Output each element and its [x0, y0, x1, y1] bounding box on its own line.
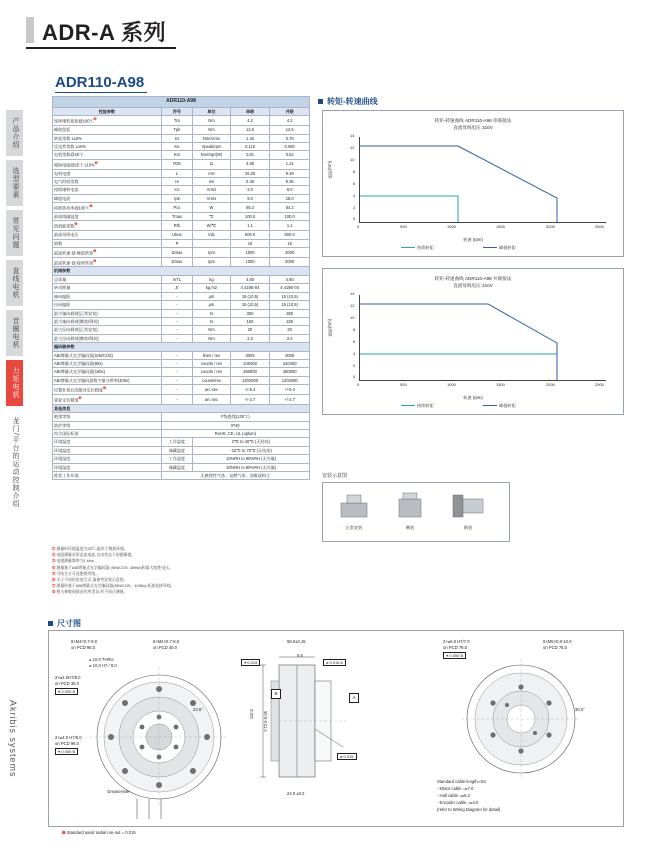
spec-section-header: 编码器参数	[53, 343, 310, 351]
table-row: 热机能常数$^➊$ Rth W/℃ 1.1 1.1	[53, 221, 310, 231]
sidebar-tabs	[6, 110, 23, 519]
dim-left-label-7: on PCD 35.0	[55, 681, 79, 686]
table-row: 轴向偏距 - μm 15 (10,5) 15 (10,5)	[53, 292, 310, 300]
footnote-item: ➇ 相关参数视情况有所差异,形不同计测值。	[52, 589, 128, 595]
page-header	[26, 14, 626, 48]
table-row: 峰值扭矩 Tpk Nm 12.6 12.6	[53, 126, 310, 134]
table-row: 相间电阻@25℃ ±10%$^➊$ R25 Ω 4.90 1.21	[53, 159, 310, 169]
table-row: 推荐工作环境 无腐蚀性气体、易燃气体、油雾或粉尘	[53, 471, 310, 479]
table-row: 绝缘等级 F级绝缘(130℃)	[53, 413, 310, 421]
spec-table-title: ADR110-A98	[53, 97, 310, 108]
chart1-legend-peak: 峰值转矩	[483, 245, 516, 251]
dim-right-label-0: 2×⌀5.0 H7/7.0	[443, 639, 470, 644]
table-row: 最高母线电压 Ubus Vdc 600.0 600.0	[53, 231, 310, 239]
spec-section-header: 机械参数	[53, 267, 310, 275]
table-row: 设置补偿后的绝对定位精度$^➊$ - arc sec +/-5.4 +/-5.4	[53, 385, 310, 395]
sidebar-item-1[interactable]: 选型要素	[6, 160, 23, 206]
dim-left-gdt-0: ⌖ 0.030 B	[55, 688, 78, 695]
dim-left-grease-hole: GreaseHole	[107, 789, 130, 794]
dim-datum-a: A	[349, 693, 359, 703]
square-bullet-icon-2	[48, 621, 53, 626]
sidebar-item-0[interactable]: 产品介绍	[6, 110, 23, 156]
dim-mid-label-9: 24.0 ±0.2	[287, 791, 305, 796]
table-row: 最大径向载荷(侧装/倒装) - Nm 2.2 2.2	[53, 334, 310, 342]
table-row: 环境温度 储藏温度 -15℃ to 70℃ (无结冰)	[53, 446, 310, 454]
dim-left-label-10: on PCD 96.0	[55, 741, 79, 746]
table-row: 连续堵转扭矩@100℃$^➊$ Tcs Nm 4.2 4.2	[53, 116, 310, 126]
chart1-title: 转矩-转速曲线 ADR110-A98 串联接法	[434, 118, 512, 123]
chart2-legend-continuous: 持续转矩	[401, 403, 434, 409]
cable-note-1: - Motor cable =⌀7.0	[437, 786, 474, 791]
table-row: 符合国际标准 RoHS, CE, UL (option)	[53, 429, 310, 437]
footnote-item: ➀ 测量时环境温度为25℃,取决于散热环境。	[52, 546, 128, 551]
dim-right-label-4: on PCD 78.0	[543, 645, 567, 650]
table-row: 防护等级 IP40	[53, 421, 310, 429]
table-row: 径向偏距 - μm 15 (10,5) 15 (10,5)	[53, 301, 310, 309]
chart2-plot-area: 14 12 10 8 6 4 2 0 0 500 1000 1500 2000 2500	[359, 295, 606, 381]
table-row: 持续堵转电流 Ics Arms 3.0 6.0	[53, 186, 310, 194]
dim-section-view-svg	[257, 651, 387, 801]
dim-mid-gdt-2: ⌀ 0.015	[337, 753, 357, 760]
cable-note-4: (refer to Wiring Diagram for detail)	[437, 807, 501, 812]
chart1-subtitle: 直流母线电压 310V	[453, 125, 493, 130]
table-row: 电机电感 L mH 26.26 6.49	[53, 169, 310, 177]
table-row: 最大径向载荷(正常安装) - Nm 20 20	[53, 326, 310, 334]
table-row: 环境湿度 储藏温度 10%RH to 90%RH (无冷凝)	[53, 463, 310, 471]
dim-left-gdt-1: ⌖ 0.050 B	[55, 748, 78, 755]
footnote-item: ➆ 测量时基于ABI增量式光学编码器(SIN/COS、4096x),标准连接导线。	[52, 583, 175, 589]
table-row: 最高线圈温度 Tmax ℃ 100.0 100.0	[53, 212, 310, 220]
chart2-svg	[360, 295, 606, 380]
dimension-footnote: ➊ Standard axial/ radial run-out = 0.015	[62, 830, 136, 835]
chart-parallel-connection	[322, 268, 624, 415]
dim-mid-label-4: 110.0	[249, 709, 254, 720]
dim-right-label-3: 6×M5×0.8-10.0	[543, 639, 572, 644]
dim-right-gdt: ⌖ 0.050 B	[443, 652, 466, 659]
chart1-ylabel: 转矩(Nm)	[327, 161, 332, 179]
brand-label: Akribis systems	[8, 700, 18, 778]
table-row: ABI增量式光学编码器(160x) - counts / rev 480800 480800	[53, 368, 310, 376]
table-row: 最高转速 @ 峰值转矩$^➊$ Ωmax rpm 1000 2000	[53, 247, 310, 257]
dim-left-angle: 23.5°	[193, 707, 203, 712]
chart2-legend-peak: 峰值转矩	[483, 403, 516, 409]
cable-note-0: Standard cable length=3m	[437, 779, 487, 784]
square-bullet-icon	[318, 99, 323, 104]
table-row: 反电势常数 ±10% Ke Vpeak/rpm 0.119 0.060	[53, 142, 310, 150]
table-row: ABI增量式光学编码器(80x) - counts / rev 240400 240400	[53, 359, 310, 367]
dim-mid-label-5: ⌀72.0-0.05	[263, 711, 268, 734]
chart1-xlabel: 转速 (rpm)	[463, 237, 483, 242]
footnote-item: ➁ 电阻测量采用直流电流,自由状态下的测量值。	[52, 552, 136, 558]
chart2-title: 转矩-转速曲线 ADR110-A98 并联接法	[434, 276, 512, 281]
sidebar-item-6[interactable]: 龙门/平台的运动控制介绍	[12, 417, 19, 508]
model-underline	[55, 92, 147, 93]
header-accent-bar	[26, 17, 34, 43]
spec-header-row: 性能参数 符号 单位 串联 并联	[53, 108, 310, 116]
table-row: ABI增量式光学编码器数字量分辨率(400x) - counts/rev 1202000 1202000	[53, 376, 310, 384]
mounting-svg	[323, 483, 509, 541]
header-underline	[26, 47, 176, 49]
table-row: 最大轴向载荷(侧装/倒装) - N 150 150	[53, 317, 310, 325]
table-row: 电气时间常数 τe ms 5.36 5.36	[53, 177, 310, 185]
dim-datum-b: B	[271, 689, 281, 699]
dim-left-label-5: ⌀ 10.0 H7 / 8.0	[89, 663, 117, 668]
table-row: 持续热功率@100℃$^➊$ Pcs W 85.3 84.2	[53, 203, 310, 213]
footnotes	[52, 546, 314, 596]
table-row: 最高转速 @ 持续转矩$^➊$ Ωmax rpm 1000 2000	[53, 257, 310, 267]
spec-section-header: 其他信息	[53, 404, 310, 412]
mounting-title: 安装示意图	[322, 473, 348, 479]
footnote-item: ➃ 测量基于ABI增量式光学编码器 (SIN/COS, 4096x)和最大线性电压。	[52, 564, 173, 570]
dimension-drawings	[48, 630, 624, 827]
dim-left-label-4: ⌀ 10.0 THRU	[89, 657, 114, 662]
dim-mid-label-1: 5.5	[297, 653, 303, 658]
dim-left-label-9: 2×⌀4.0 H7/8.0	[55, 735, 82, 740]
dim-left-label-1: on PCD 96.0	[71, 645, 95, 650]
dim-mid-label-0: 98.0±0.15	[287, 639, 306, 644]
chart2-xlabel: 转速 (rpm)	[463, 395, 483, 400]
dim-right-label-5: 30.0°	[575, 707, 585, 712]
table-row: 总质量 mTL kg 4.60 4.60	[53, 275, 310, 283]
spec-table	[52, 96, 310, 480]
chart-series-connection	[322, 110, 624, 257]
dim-left-label-2: 6×M4×0.7-8.0	[153, 639, 180, 644]
dim-mid-gdt-1: ⌖ 0.015	[241, 659, 260, 666]
table-row: ABI增量式光学编码器(SIN/COS) - lines / rev 3005 3005	[53, 351, 310, 359]
dim-left-label-3: on PCD 40.0	[153, 645, 177, 650]
sidebar-item-2[interactable]: 常见问题	[6, 210, 23, 256]
chart2-subtitle: 直流母线电压 310V	[453, 283, 493, 288]
charts-section-title: 转矩-转速曲线	[318, 96, 378, 107]
cable-note-2: - Hall cable =⌀5.2	[437, 793, 470, 798]
dim-right-label-1: on PCD 78.0	[443, 645, 467, 650]
mounting-label-1: 侧装	[405, 525, 415, 530]
footnote-item: ➅ 关于不同的安装方式,请参考安装示意图。	[52, 577, 128, 583]
table-row: 环境温度 工作温度 0℃ to 40℃ (无结冰)	[53, 438, 310, 446]
cable-note-3: - Encoder cable =⌀4.0	[437, 800, 479, 805]
footnote-item: ➄ 可结合方可选绝缘等级。	[52, 570, 100, 576]
table-row: 电机常数@25℃ Km Nm/Sqrt(W) 0.51 0.52	[53, 151, 310, 159]
mounting-label-0: 正常安装	[345, 525, 363, 530]
chart2-ylabel: 转矩(Nm)	[327, 319, 332, 337]
dim-face-view-svg	[59, 649, 249, 819]
table-row: 环境湿度 工作温度 10%RH to 90%RH (无冷凝)	[53, 455, 310, 463]
table-row: 转动惯量 Jr kg.m2 4.419E-04 4.419E-04	[53, 284, 310, 292]
dim-left-label-0: 8×M4×0.7-8.0	[71, 639, 98, 644]
sidebar-item-5[interactable]: 力矩电机	[6, 360, 23, 406]
table-row: 最大轴向载荷(正常安装) - N 350 350	[53, 309, 310, 317]
table-row: 极数 P 16 16	[53, 239, 310, 247]
mounting-label-2: 倒装	[463, 525, 473, 530]
chart1-legend-continuous: 持续转矩	[401, 245, 434, 251]
chart1-plot-area: 14 12 10 8 6 4 2 0 0 500 1000 1500 2000 2500	[359, 137, 606, 223]
table-row: 转矩常数 ±10% Kt Nm/Arms 1.40 0.70	[53, 134, 310, 142]
dim-mid-gdt-0: ⌀ 0.015 A	[323, 659, 346, 666]
sidebar-item-4[interactable]: 音圈电机	[6, 310, 23, 356]
dimensions-section-title: 尺寸图	[48, 618, 81, 629]
sidebar-item-3[interactable]: 直线电机	[6, 260, 23, 306]
footnote-item: ➂ 电感测量频率为1 kHz。	[52, 558, 98, 564]
model-name: ADR110-A98	[55, 74, 145, 91]
dim-rear-view-svg	[449, 653, 599, 793]
dim-left-label-6: 2×⌀4.0H7/8.0	[55, 675, 81, 680]
table-row: 峰值电流 Ipk Arms 9.0 18.0	[53, 194, 310, 202]
chart1-svg	[360, 137, 606, 222]
mounting-diagram	[322, 482, 510, 542]
page-title: ADR-A 系列	[42, 20, 167, 45]
table-row: 重复定位精度$^➊$ - arc sec +/-2.7 +/-2.7	[53, 394, 310, 404]
